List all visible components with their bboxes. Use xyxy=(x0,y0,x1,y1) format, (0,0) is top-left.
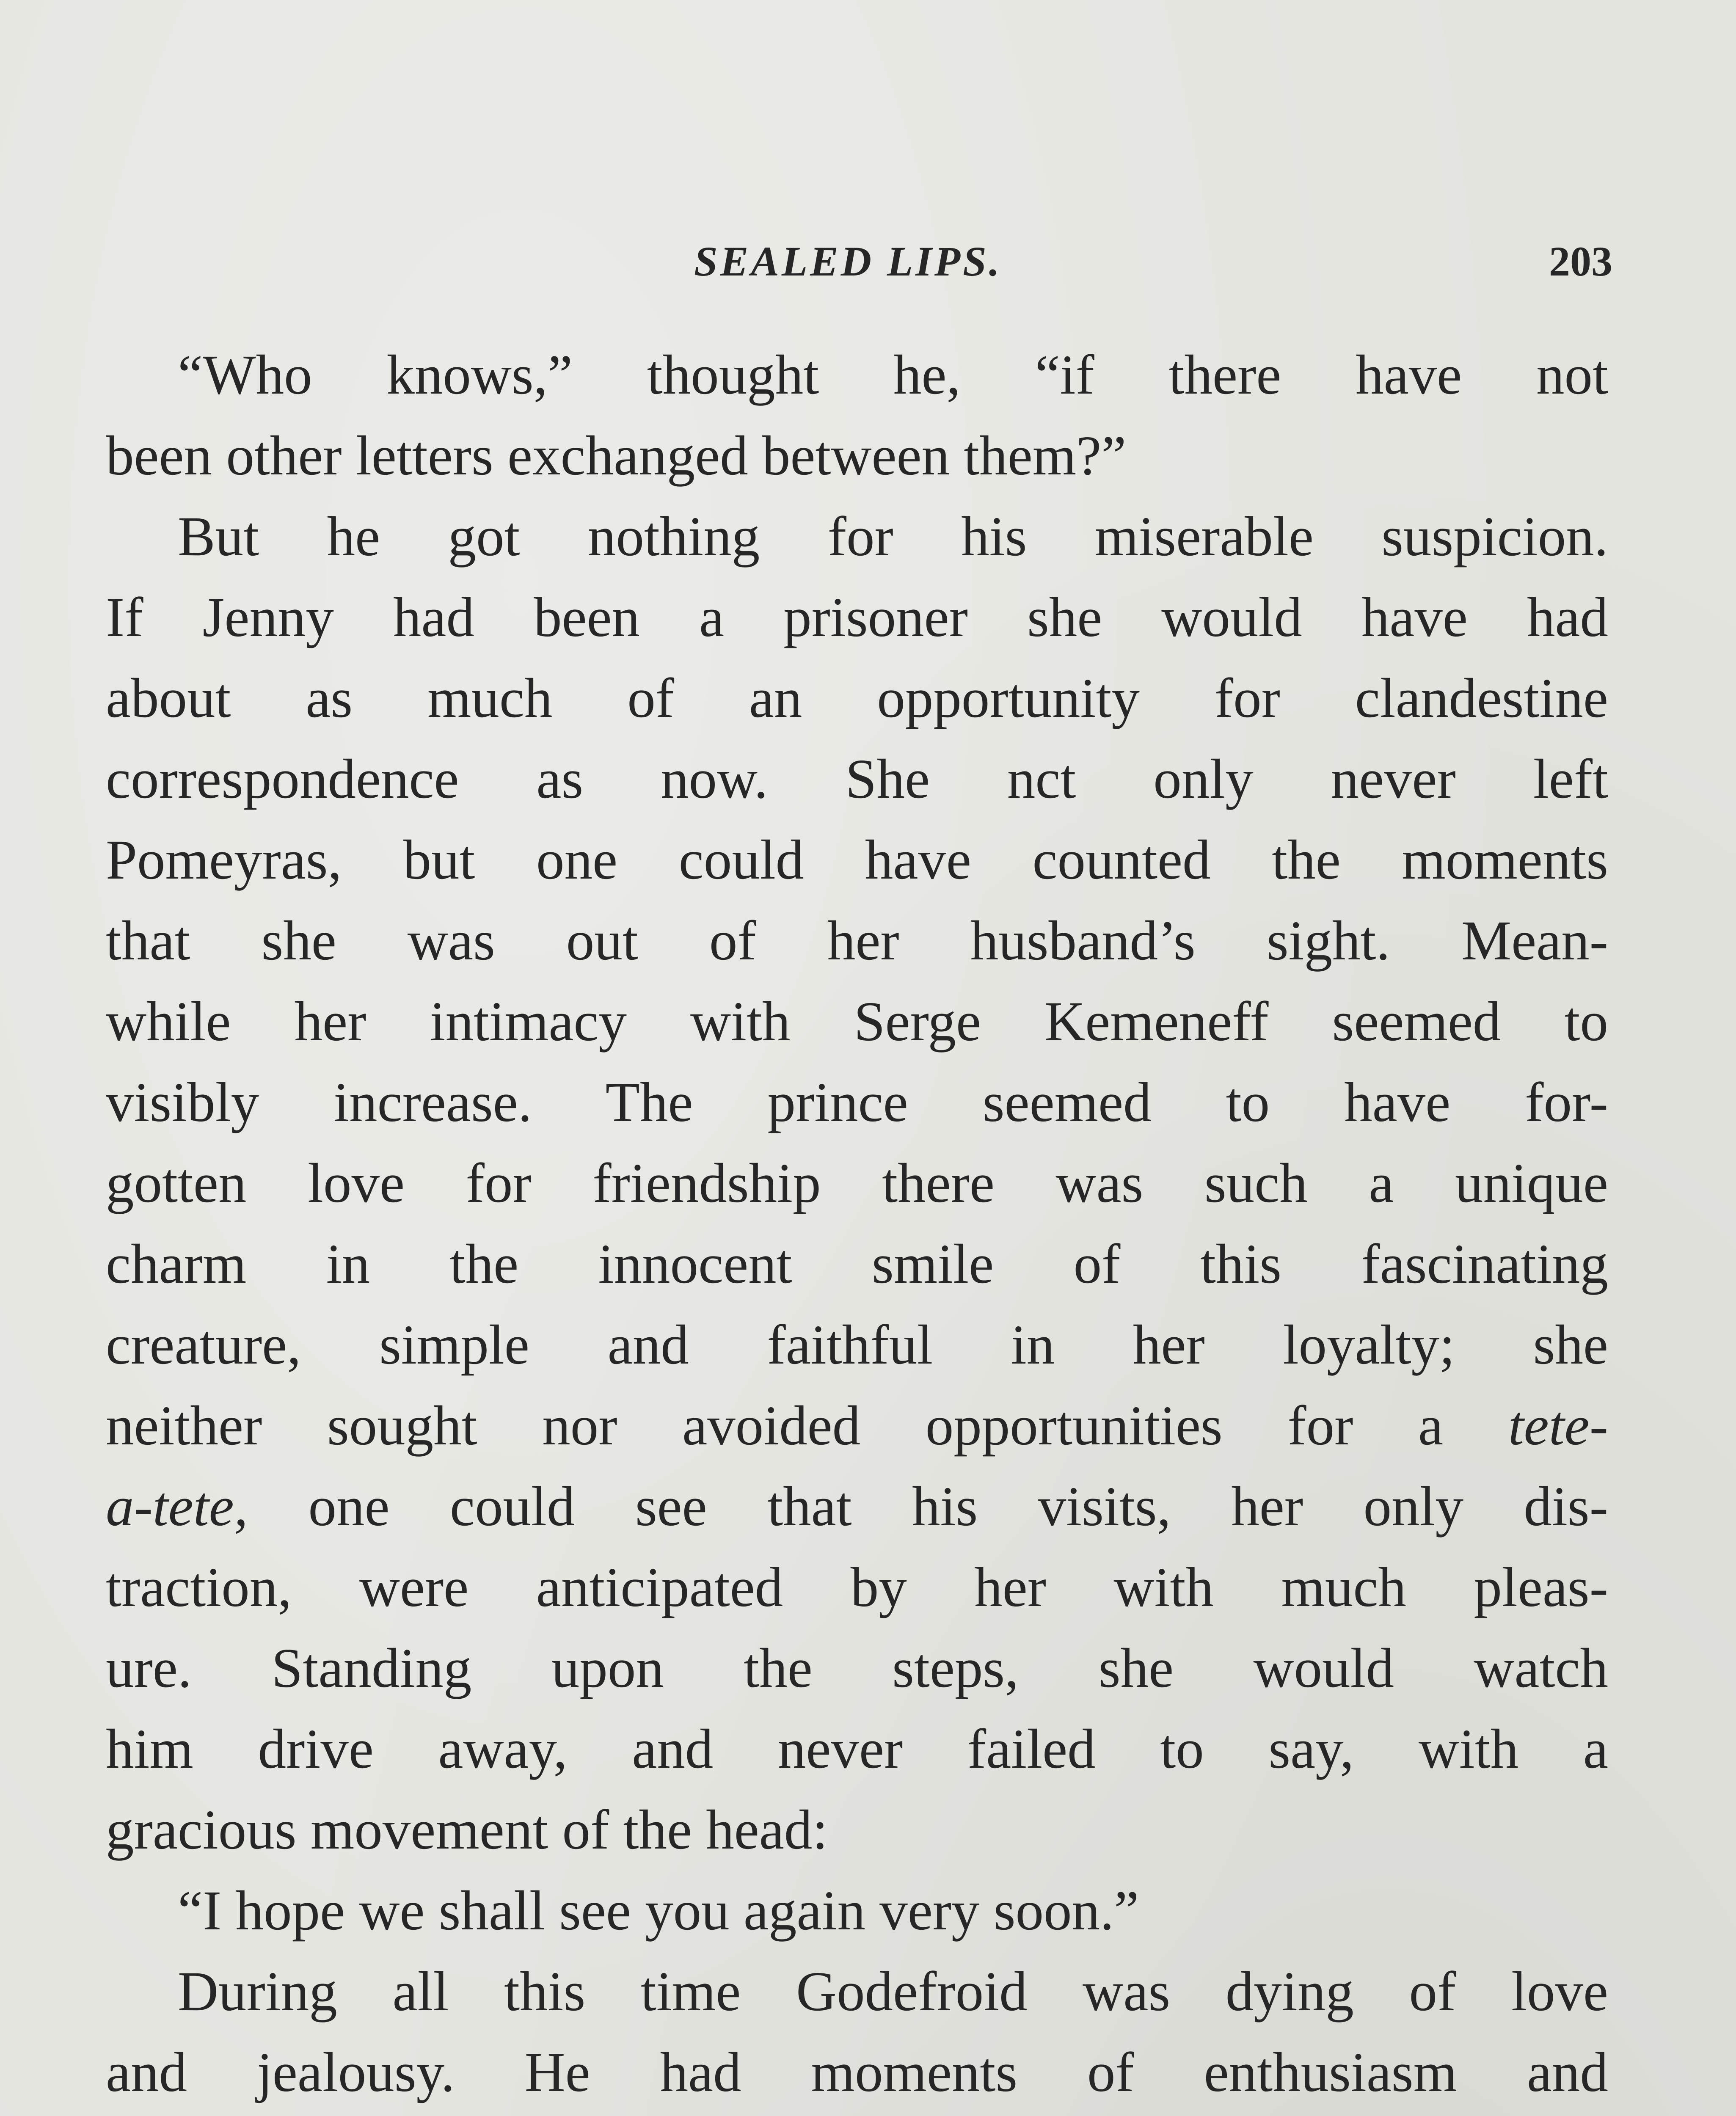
page-header xyxy=(114,237,1612,296)
running-title: SEALED LIPS. xyxy=(694,238,1002,285)
text-line: gracious movement of the head: xyxy=(106,1798,828,1861)
text-line xyxy=(106,1385,1608,1466)
page-number: 203 xyxy=(1549,238,1612,285)
italic-word: tete- xyxy=(1508,1394,1608,1457)
text-line: him drive away, and never failed to say, with a xyxy=(106,1717,1608,1780)
italic-word: a-tete, xyxy=(106,1475,248,1537)
text-line: Pomeyras, but one could have counted the moments xyxy=(106,828,1608,891)
text-line: “I hope we shall see you again very soon.” xyxy=(178,1879,1139,1942)
text-line: that she was out of her husband’s sight. Mean- xyxy=(106,909,1608,972)
text-line: been other letters exchanged between them?” xyxy=(106,424,1127,487)
text-line xyxy=(106,1466,1608,1547)
text-line: ure. Standing upon the steps, she would watch xyxy=(106,1637,1608,1699)
text-line: gotten love for friendship there was such a unique xyxy=(106,1152,1608,1214)
text-line: about as much of an opportunity for clandestine xyxy=(106,667,1608,729)
text-line: and jealousy. He had moments of enthusiasm and xyxy=(106,2041,1608,2103)
text-line: charm in the innocent smile of this fascinating xyxy=(106,1232,1608,1295)
text-line: If Jenny had been a prisoner she would have had xyxy=(106,586,1608,648)
text-line: creature, simple and faithful in her loyalty; she xyxy=(106,1313,1608,1376)
text-line: During all this time Godefroid was dying of love xyxy=(178,1960,1608,2022)
text-line: But he got nothing for his miserable suspicion. xyxy=(178,505,1608,568)
text-segment: neither sought nor avoided opportunities for a xyxy=(106,1394,1444,1457)
text-line: while her intimacy with Serge Kemeneff seemed to xyxy=(106,990,1608,1052)
text-line: correspondence as now. She nct only never left xyxy=(106,747,1608,810)
text-line: traction, were anticipated by her with much pleas- xyxy=(106,1556,1608,1618)
body-text xyxy=(106,334,1608,2116)
text-segment: one could see that his visits, her only dis- xyxy=(308,1475,1609,1537)
text-line: visibly increase. The prince seemed to have for- xyxy=(106,1071,1608,1133)
text-line xyxy=(106,2113,1608,2116)
text-line: “Who knows,” thought he, “if there have not xyxy=(178,343,1608,406)
